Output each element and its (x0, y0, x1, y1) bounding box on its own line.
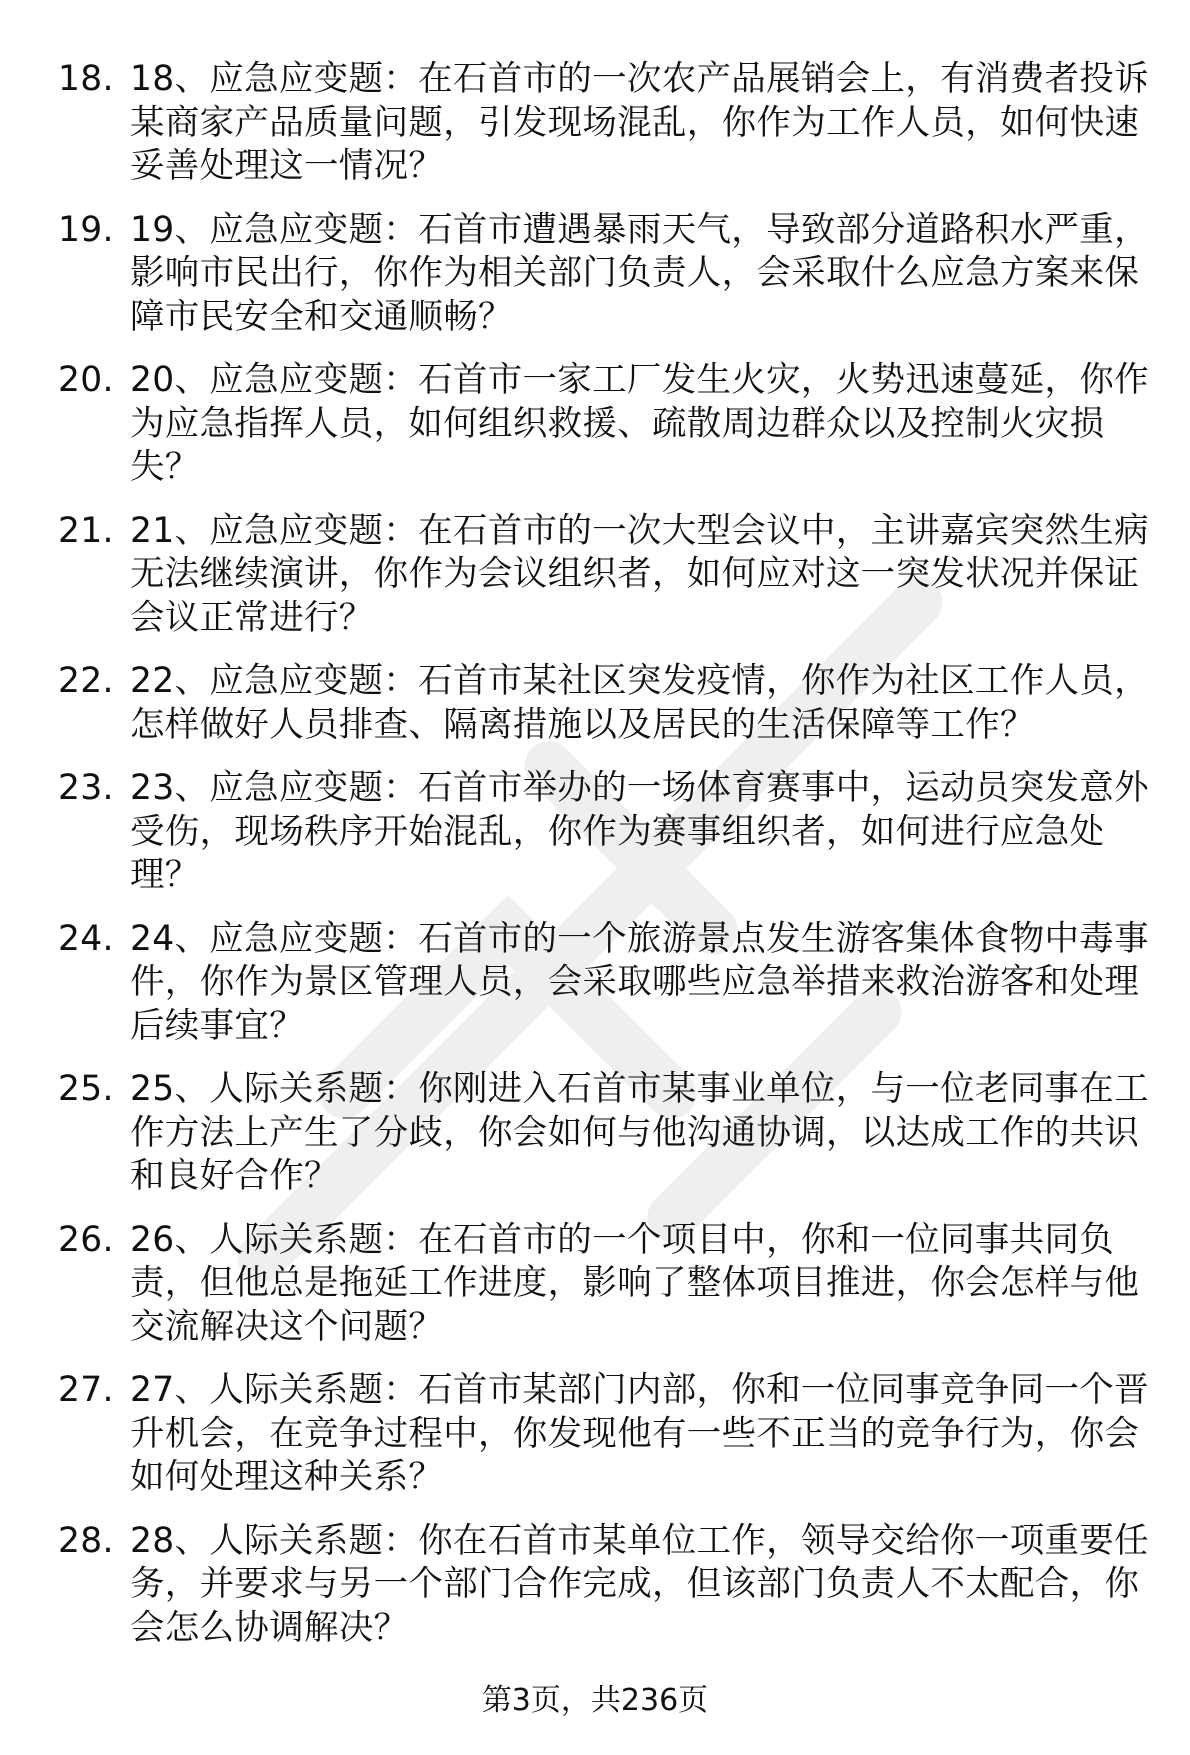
question-text: 21、应急应变题：在石首市的一次大型会议中，主讲嘉宾突然生病无法继续演讲，你作为会议组织者，如何应对这一突发状况并保证会议正常进行？ (130, 510, 1149, 638)
question-item (58, 209, 1158, 340)
question-item (58, 1219, 1158, 1350)
question-list (58, 58, 1158, 1670)
page-footer: 第3页，共236页 (481, 1683, 709, 1718)
question-text: 28、人际关系题：你在石首市某单位工作，领导交给你一项重要任务，并要求与另一个部门合作完成，但该部门负责人不太配合，你会怎么协调解决？ (130, 1520, 1149, 1648)
question-text: 19、应急应变题：石首市遭遇暴雨天气，导致部分道路积水严重，影响市民出行，你作为相关部门负责人，会采取什么应急方案来保障市民安全和交通顺畅？ (130, 209, 1149, 337)
question-number: 23. (58, 768, 114, 808)
question-number: 22. (58, 661, 114, 701)
question-text: 24、应急应变题：石首市的一个旅游景点发生游客集体食物中毒事件，你作为景区管理人员，会采取哪些应急举措来救治游客和处理后续事宜？ (130, 918, 1149, 1046)
question-item (58, 58, 1158, 189)
question-text: 20、应急应变题：石首市一家工厂发生火灾，火势迅速蔓延，你作为应急指挥人员，如何组织救援、疏散周边群众以及控制火灾损失？ (130, 360, 1149, 487)
question-number: 27. (58, 1370, 114, 1410)
question-item (58, 1068, 1158, 1199)
question-text: 22、应急应变题：石首市某社区突发疫情，你作为社区工作人员，怎样做好人员排查、隔离措施以及居民的生活保障等工作？ (130, 661, 1149, 745)
question-number: 26. (58, 1219, 114, 1260)
question-text: 18、应急应变题：在石首市的一次农产品展销会上，有消费者投诉某商家产品质量问题，引发现场混乱，你作为工作人员，如何快速妥善处理这一情况？ (130, 59, 1149, 186)
question-item (58, 918, 1158, 1049)
question-number: 21. (58, 510, 114, 551)
question-text: 26、人际关系题：在石首市的一个项目中，你和一位同事共同负责，但他总是拖延工作进度，影响了整体项目推进，你会怎样与他交流解决这个问题？ (130, 1219, 1140, 1347)
question-item (58, 767, 1158, 898)
question-item (58, 359, 1158, 490)
question-number: 24. (58, 918, 114, 959)
question-number: 25. (58, 1069, 114, 1109)
question-text: 23、应急应变题：石首市举办的一场体育赛事中，运动员突发意外受伤，现场秩序开始混乱，你作为赛事组织者，如何进行应急处理？ (130, 768, 1149, 895)
question-number: 19. (58, 209, 114, 250)
question-number: 28. (58, 1520, 114, 1561)
question-item (58, 1520, 1158, 1651)
question-text: 27、人际关系题：石首市某部门内部，你和一位同事竞争同一个晋升机会，在竞争过程中，你发现他有一些不正当的竞争行为，你会如何处理这种关系？ (130, 1370, 1149, 1497)
question-item (58, 510, 1158, 641)
question-item (58, 1369, 1158, 1500)
question-text: 25、人际关系题：你刚进入石首市某事业单位，与一位老同事在工作方法上产生了分歧，你会如何与他沟通协调，以达成工作的共识和良好合作？ (130, 1069, 1149, 1196)
question-item (58, 660, 1158, 747)
question-number: 20. (58, 360, 114, 400)
question-number: 18. (58, 59, 114, 99)
